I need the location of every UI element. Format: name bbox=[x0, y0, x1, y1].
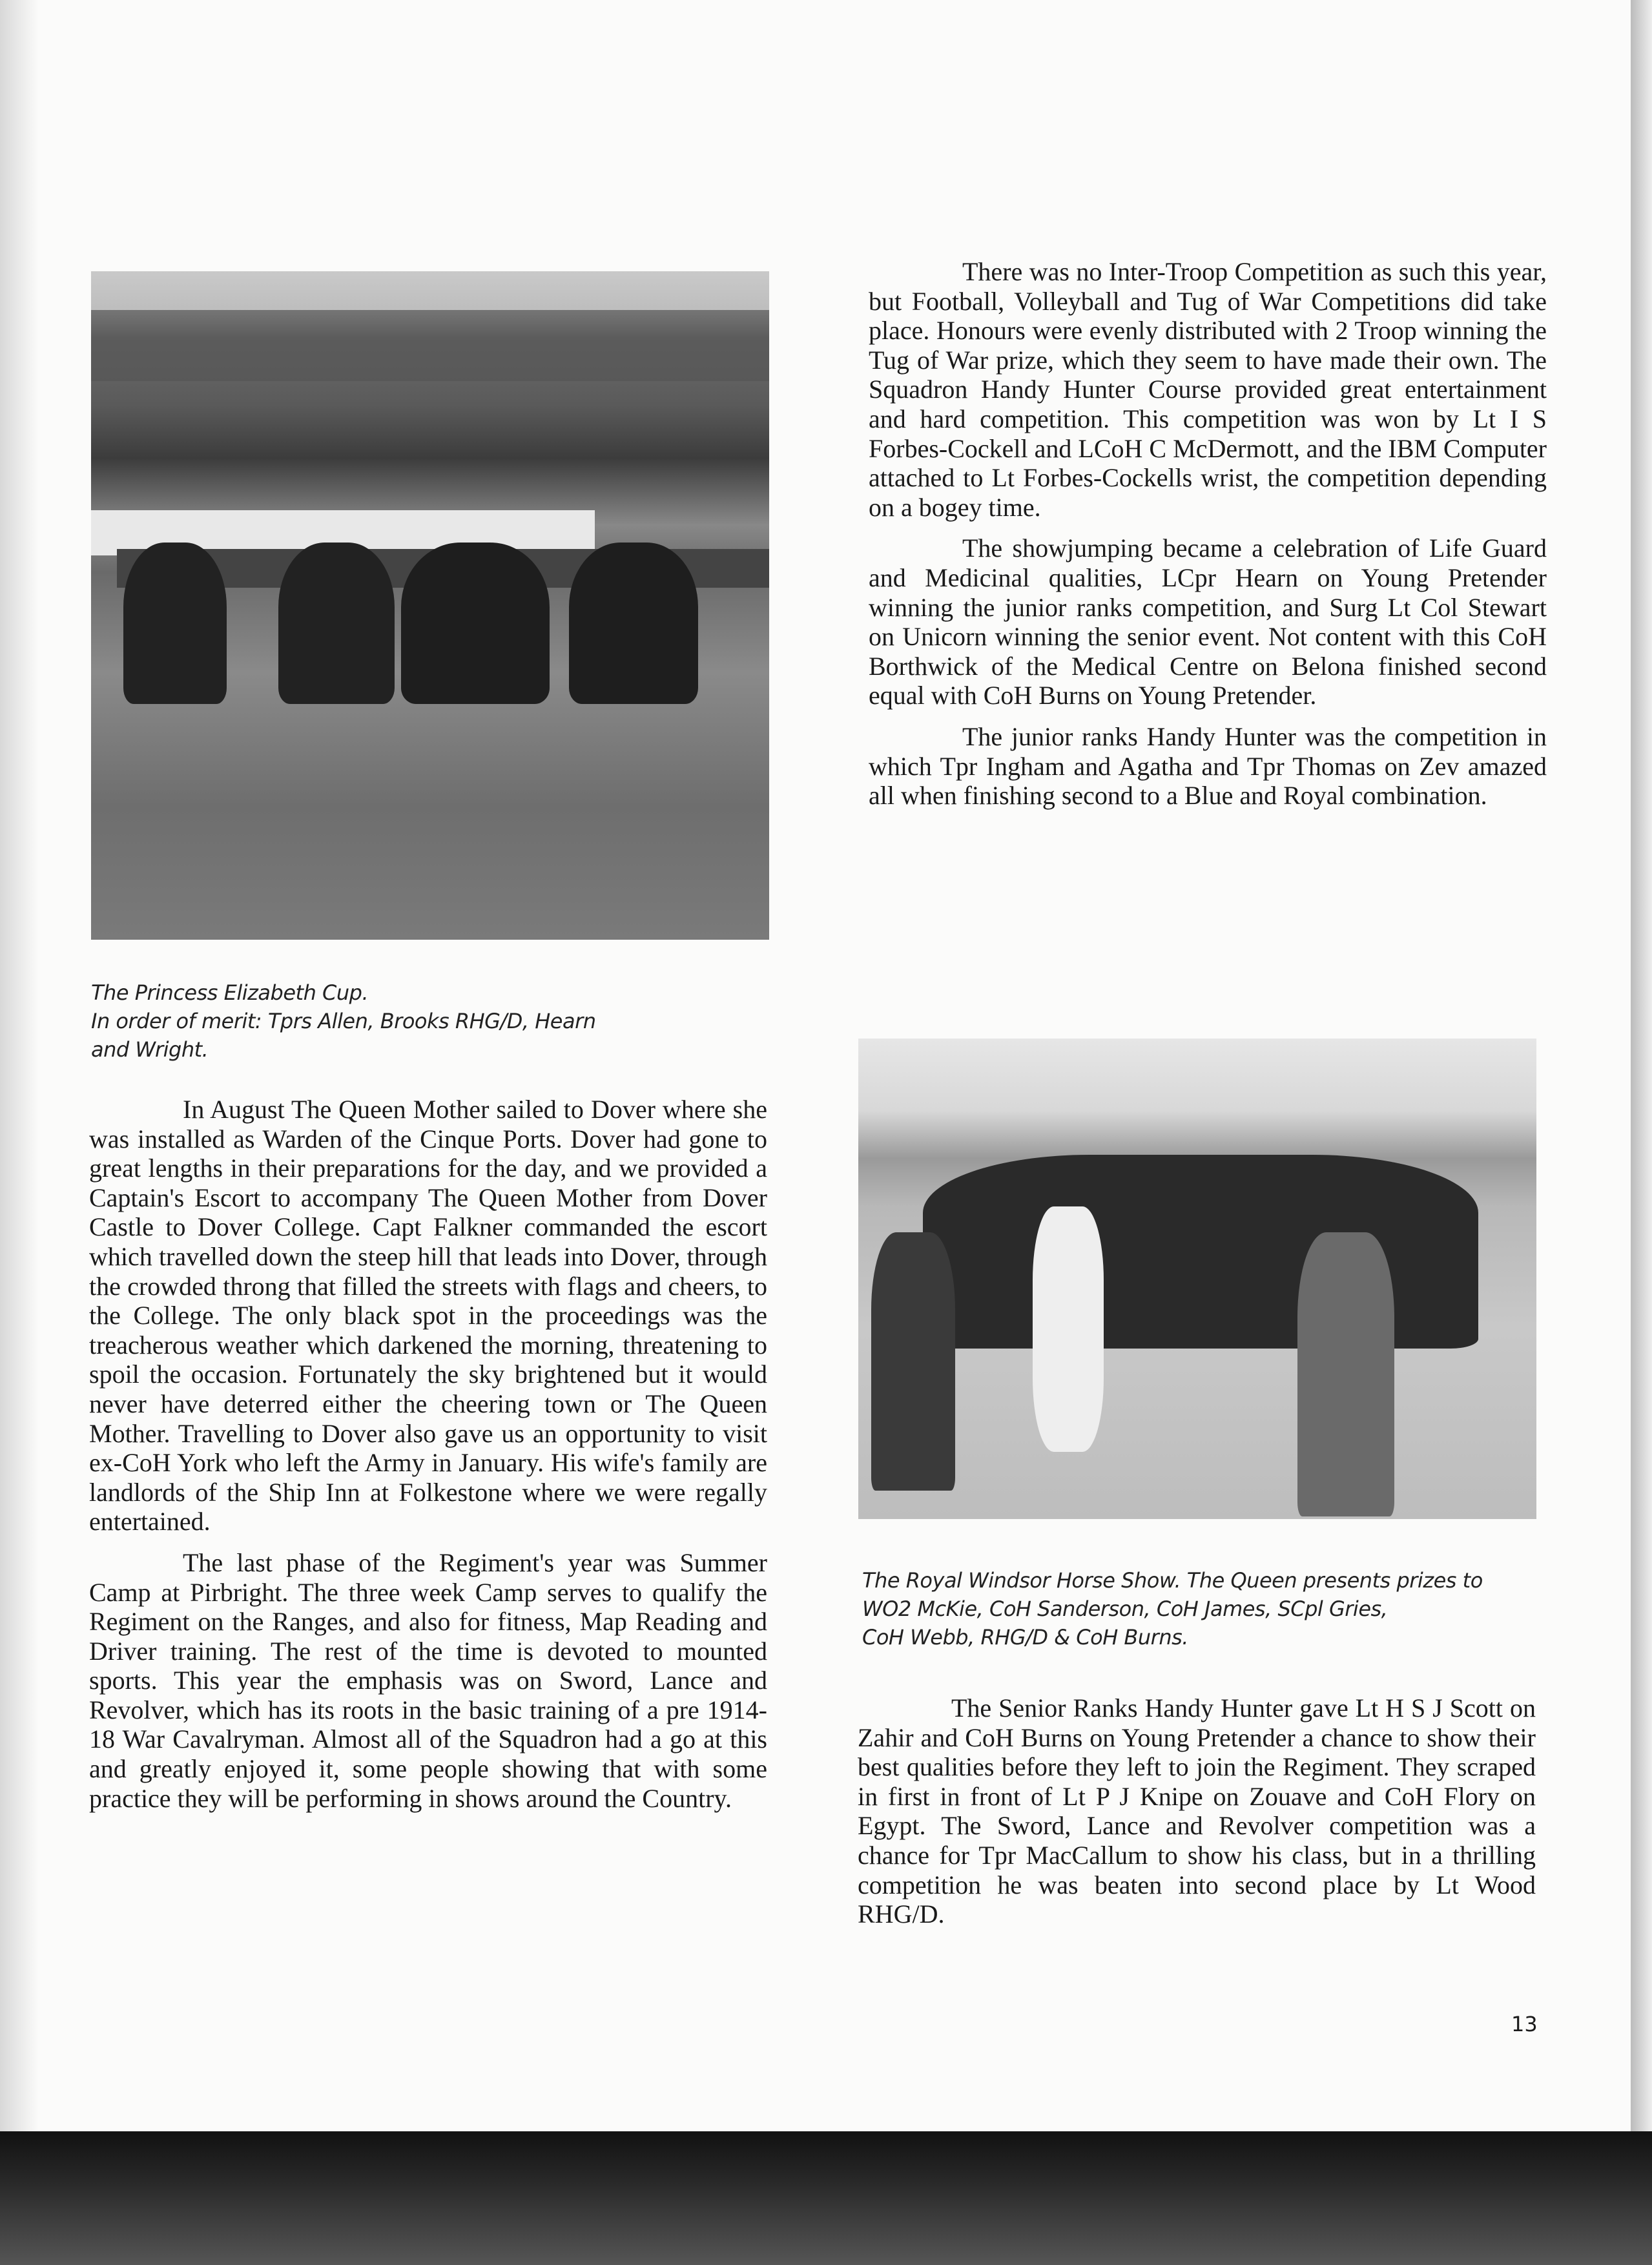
horse-rider bbox=[569, 543, 698, 704]
paragraph: In August The Queen Mother sailed to Dover where she was installed as Warden of the Cinque Ports. Dover had gone to great lengths in their preparations for the day, and we provided a Captain's Escort to accompany The Queen Mother from Dover Castle to Dover College. Capt Falkner commanded the escort which travelled down the steep hill that leads into Dover, through the crowded throng that filled the streets with flags and cheers, to the College. The only black spot in the proceedings was the treacherous weather which darkened the morning, threatening to spoil the occasion. Fortunately the sky brightened but it would never have deterred either the cheering town or The Queen Mother. Travelling to Dover also gave us an opportunity to visit ex-CoH York who left the Army in January. His wife's family are landlords of the Ship Inn at Folkestone where we were regally entertained. bbox=[89, 1095, 767, 1536]
photo-princess-elizabeth-cup bbox=[91, 271, 769, 940]
right-column-top-text bbox=[869, 257, 1547, 822]
page-number: 13 bbox=[1511, 2012, 1538, 2036]
paragraph: The showjumping became a celebration of Life Guard and Medicinal qualities, LCpr Hearn on Young Pretender winning the junior ranks competition, and Surg Lt Col Stewart on Unicorn winning the senior event. Not content with this CoH Borthwick of the Medical Centre on Belona finished second equal with CoH Burns on Young Pretender. bbox=[869, 533, 1547, 710]
horse-rider bbox=[401, 543, 550, 704]
mounted-soldiers bbox=[923, 1155, 1478, 1349]
left-column-text bbox=[89, 1095, 767, 1825]
photo-caption-2 bbox=[862, 1566, 1573, 1651]
white-horse bbox=[1033, 1206, 1104, 1452]
page-edge bbox=[1631, 0, 1652, 2131]
paragraph: The junior ranks Handy Hunter was the competition in which Tpr Ingham and Agatha and Tpr Thomas on Zev amazed all when finishing second to a Blue and Royal combination. bbox=[869, 721, 1547, 811]
scan-bottom-band bbox=[0, 2131, 1652, 2265]
paragraph: There was no Inter-Troop Competition as such this year, but Football, Volleyball and Tug of War Competitions did take place. Honours were evenly distributed with 2 Troop winning the Tug of War prize, which they seem to have made their own. The Squadron Handy Hunter Course provided great entertainment and hard competition. This competition was won by Lt I S Forbes-Cockell and LCoH C McDermott, and the IBM Computer attached to Lt Forbes-Cockells wrist, the competition depending on a bogey time. bbox=[869, 257, 1547, 522]
caption-line: and Wright. bbox=[91, 1037, 209, 1062]
castle-silhouette bbox=[91, 310, 769, 381]
horse-rider bbox=[278, 543, 395, 704]
horse-rider bbox=[123, 543, 227, 704]
person-official bbox=[1297, 1232, 1394, 1516]
photo-caption-1 bbox=[91, 978, 801, 1064]
caption-line: The Royal Windsor Horse Show. The Queen presents prizes to bbox=[862, 1568, 1483, 1593]
paragraph: The Senior Ranks Handy Hunter gave Lt H S J Scott on Zahir and CoH Burns on Young Pretender a chance to show their best qualities before they left to join the Regiment. They scraped in first in front of Lt P J Knipe on Zouave and CoH Flory on Egypt. The Sword, Lance and Revolver competition was a chance for Tpr MacCallum to show his class, but in a thrilling competition he was beaten into second place by Lt Wood RHG/D. bbox=[858, 1693, 1536, 1929]
caption-line: In order of merit: Tprs Allen, Brooks RHG/D, Hearn bbox=[91, 1009, 596, 1033]
caption-line: CoH Webb, RHG/D & CoH Burns. bbox=[862, 1625, 1188, 1650]
caption-line: WO2 McKie, CoH Sanderson, CoH James, SCpl Gries, bbox=[862, 1597, 1388, 1621]
caption-line: The Princess Elizabeth Cup. bbox=[91, 980, 369, 1005]
photo-royal-windsor-horse-show bbox=[858, 1039, 1536, 1519]
paragraph: The last phase of the Regiment's year was Summer Camp at Pirbright. The three week Camp serves to qualify the Regiment on the Ranges, and also for fitness, Map Reading and Driver training. The rest of the time is devoted to mounted sports. This year the emphasis was on Sword, Lance and Revolver, which has its roots in the basic training of a pre 1914-18 War Cavalryman. Almost all of the Squadron had a go at this and greatly enjoyed it, some people showing that with some practice they will be performing in shows around the Country. bbox=[89, 1547, 767, 1813]
person-the-queen bbox=[871, 1232, 955, 1491]
right-column-bottom-text bbox=[858, 1693, 1536, 1941]
